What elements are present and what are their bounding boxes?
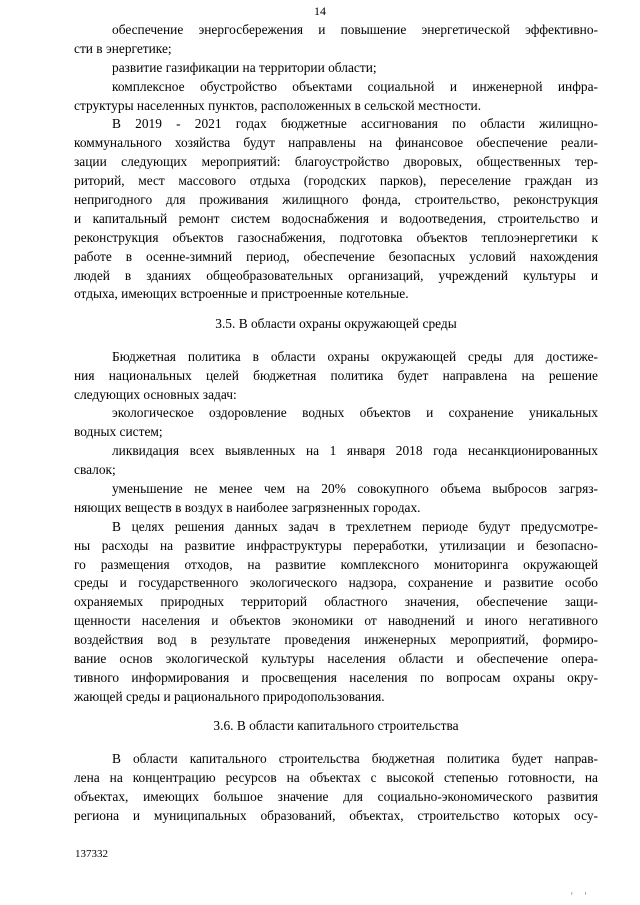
text-line: В области капитального строительства бюджетная политика будет направ-	[112, 751, 598, 767]
text-line: среды и государственного экологического надзора, сохранение и развитие особо	[74, 575, 598, 591]
document-id: 137332	[75, 848, 108, 860]
text-line: В целях решения данных задач в трехлетнем периоде будут предусмотре-	[112, 518, 598, 534]
text-line: людей в зданиях общеобразовательных организаций, учреждений культуры и	[74, 267, 598, 283]
text-line: обеспечение энергосбережения и повышение энергетической эффективно-	[112, 22, 598, 37]
text-line: тивного информирования и просвещения населения по вопросам охраны окру-	[74, 669, 598, 685]
text-line: отдыха, имеющих встроенные и пристроенные котельные.	[74, 286, 409, 302]
text-line: региона и муниципальных образований, объектах, строительство которых осу-	[74, 807, 598, 823]
margin-marks: ' '	[571, 891, 592, 901]
text-line: комплексное обустройство объектами социальной и инженерной инфра-	[112, 78, 598, 94]
text-line: работе в осенне-зимний период, обеспечение безопасных условий нахождения	[74, 248, 598, 264]
text-line: воздействия вод в результате проведения инженерных мероприятий, формиро-	[74, 632, 598, 648]
text-line: ны расходы на развитие инфраструктуры переработки, утилизации и безопасно-	[74, 537, 598, 553]
text-line: следующих основных задач:	[74, 386, 237, 402]
text-line: жающей среды и рационального природопользования.	[74, 688, 385, 704]
text-line: экологическое оздоровление водных объектов и сохранение уникальных	[112, 405, 598, 421]
text-line: уменьшение не менее чем на 20% совокупного объема выбросов загряз-	[112, 480, 598, 496]
text-line: зации следующих мероприятий: благоустройство дворовых, общественных тер-	[74, 154, 598, 170]
section-heading-3-6: 3.6. В области капитального строительства	[213, 718, 459, 734]
text-line: В 2019 - 2021 годах бюджетные ассигнования по области жилищно-	[112, 116, 598, 132]
text-line: сти в энергетике;	[74, 40, 172, 56]
section-heading-3-5: 3.5. В области охраны окружающей среды	[215, 315, 457, 331]
text-line: риторий, мест массового отдыха (городских парков), переселение граждан из	[74, 173, 598, 189]
text-line: структуры населенных пунктов, расположенных в сельской местности.	[74, 97, 482, 113]
text-line: непригодного для проживания жилищного фонда, строительство, реконструкция	[74, 192, 598, 208]
text-line: объектах, имеющих большое значение для социально-экономического развития	[74, 788, 598, 804]
text-line: охраняемых природных территорий областного значения, обеспечение защи-	[74, 594, 598, 610]
text-line: Бюджетная политика в области охраны окружающей среды для достиже-	[112, 348, 598, 364]
text-line: развитие газификации на территории области;	[112, 59, 377, 75]
document-body	[74, 21, 598, 826]
text-line: ликвидация всех выявленных на 1 января 2018 года несанкционированных	[112, 443, 598, 459]
text-line: вание основ экологической культуры населения области и обеспечение опера-	[74, 651, 598, 666]
page-number: 14	[314, 4, 326, 18]
text-line: коммунального хозяйства будут направлены на финансовое обеспечение реали-	[74, 135, 598, 151]
text-line: реконструкция объектов газоснабжения, подготовка объектов теплоэнергетики к	[74, 229, 598, 245]
text-line: няющих веществ в воздух в наиболее загрязненных городах.	[74, 499, 421, 515]
text-line: щенности населения и объектов экономики от наводнений и иного негативного	[74, 613, 598, 629]
text-line: водных систем;	[74, 424, 163, 440]
text-line: свалок;	[74, 462, 116, 478]
text-line: ния национальных целей бюджетная политика будет направлена на решение	[74, 367, 598, 383]
text-line: и капитальный ремонт систем водоснабжения и водоотведения, строительство и	[74, 210, 598, 226]
text-line: го размещения отходов, на развитие комплексного мониторинга окружающей	[74, 556, 598, 572]
text-line: лена на концентрацию ресурсов на объектах с высокой степенью готовности, на	[74, 769, 598, 785]
